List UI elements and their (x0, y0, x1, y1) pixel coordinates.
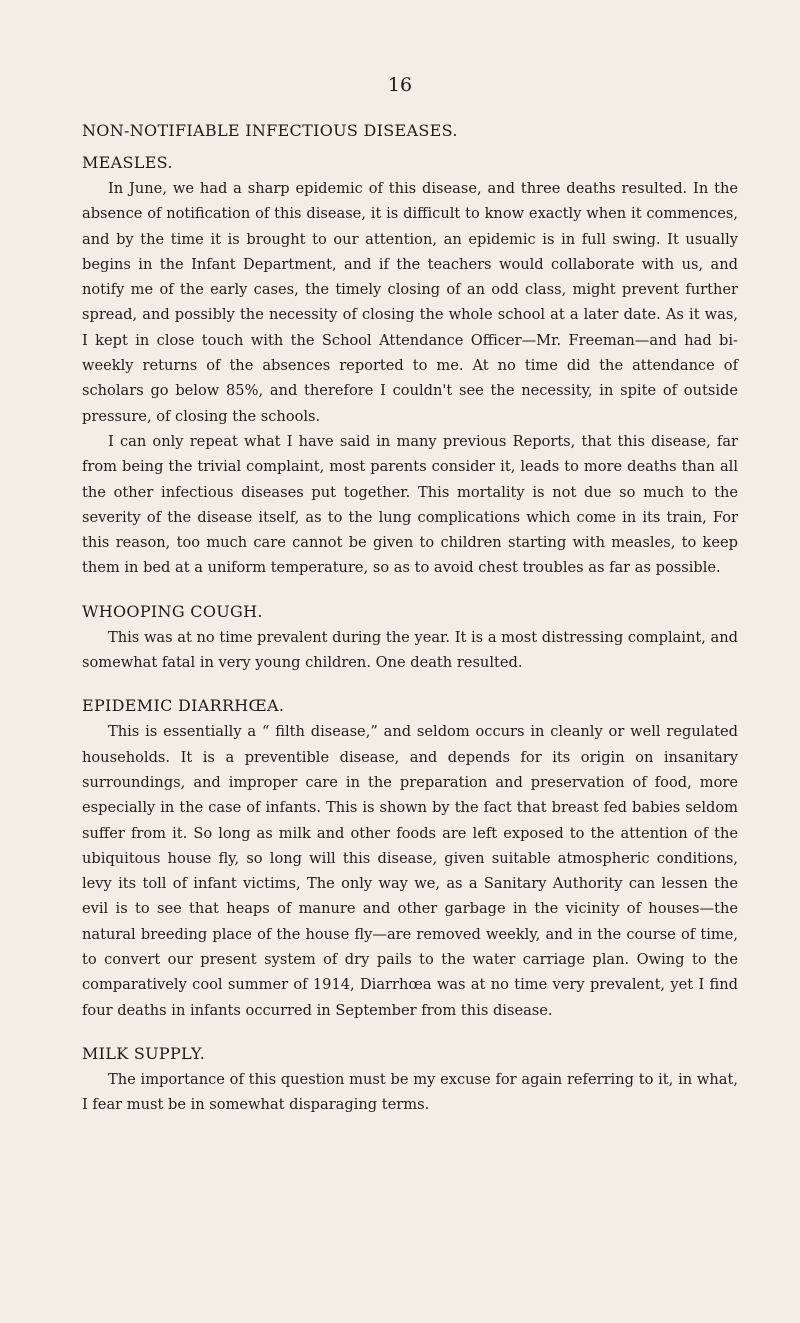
paragraph: This is essentially a “ filth disease,” and seldom occurs in cleanly or well regulated households. It is a preventible disease, and depends for its origin on insanitary surroundings, and improper care in the preparation and preservation of food, more especially in the case of infants. This is shown by the fact that breast fed babies seldom suffer from it. So long as milk and other foods are left exposed to the attention of the ubiquitous house fly, so long will this disease, given suitable atmospheric conditions, levy its toll of infant victims, The only way we, as a Sanitary Authority can lessen the evil is to see that heaps of manure and other garbage in the vicinity of houses—the natural breeding place of the house fly—are removed weekly, and in the course of time, to convert our present system of dry pails to the water carriage plan. Owing to the comparatively cool summer of 1914, Diarrhœa was at no time very prevalent, yet I find four deaths in infants occurred in September from this disease. (82, 723, 738, 1019)
section-milk-supply (82, 1041, 738, 1118)
section-heading-whooping-cough: WHOOPING COUGH. (82, 601, 263, 621)
paragraph: I can only repeat what I have said in many previous Reports, that this disease, far from being the trivial complaint, most parents consider it, leads to more deaths than all the other infectious diseases put together. This mortality is not due so much to the severity of the disease itself, as to the lung complications which come in its train, For this reason, too much care cannot be given to children starting with measles, to keep them in bed at a uniform temperature, so as to avoid chest troubles as far as possible. (82, 432, 738, 577)
paragraph: In June, we had a sharp epidemic of this disease, and three deaths resulted. In the absence of notification of this disease, it is difficult to know exactly when it commences, and by the time it is brought to our attention, an epidemic is in full swing. It usually begins in the Infant Department, and if the teachers would collaborate with us, and notify me of the early cases, the timely closing of an odd class, might prevent further spread, and possibly the necessity of closing the whole school at a later date. As it was, I kept in close touch with the School Attendance Officer—Mr. Freeman—and had bi-weekly returns of the absences reported to me. At no time did the attendance of scholars go below 85%, and therefore I couldn't see the necessity, in spite of outside pressure, of closing the schools. (82, 180, 738, 425)
section-heading-epidemic-diarrhoea: EPIDEMIC DIARRHŒA. (82, 696, 285, 716)
paragraph: This was at no time prevalent during the year. It is a most distressing complaint, and somewhat fatal in very young children. One death resulted. (82, 628, 738, 672)
section-epidemic-diarrhoea (82, 693, 738, 1023)
section-heading-measles: MEASLES. (82, 153, 173, 172)
document-title: NON-NOTIFIABLE INFECTIOUS DISEASES. (82, 121, 458, 140)
section-measles (82, 150, 738, 581)
paragraph: The importance of this question must be my excuse for again referring to it, in what, I fear must be in somewhat disparaging terms. (82, 1070, 738, 1114)
section-whooping-cough (82, 599, 738, 676)
section-heading-milk-supply: MILK SUPPLY. (82, 1043, 206, 1063)
document-body (82, 118, 738, 1118)
page-number: 16 (387, 74, 413, 96)
